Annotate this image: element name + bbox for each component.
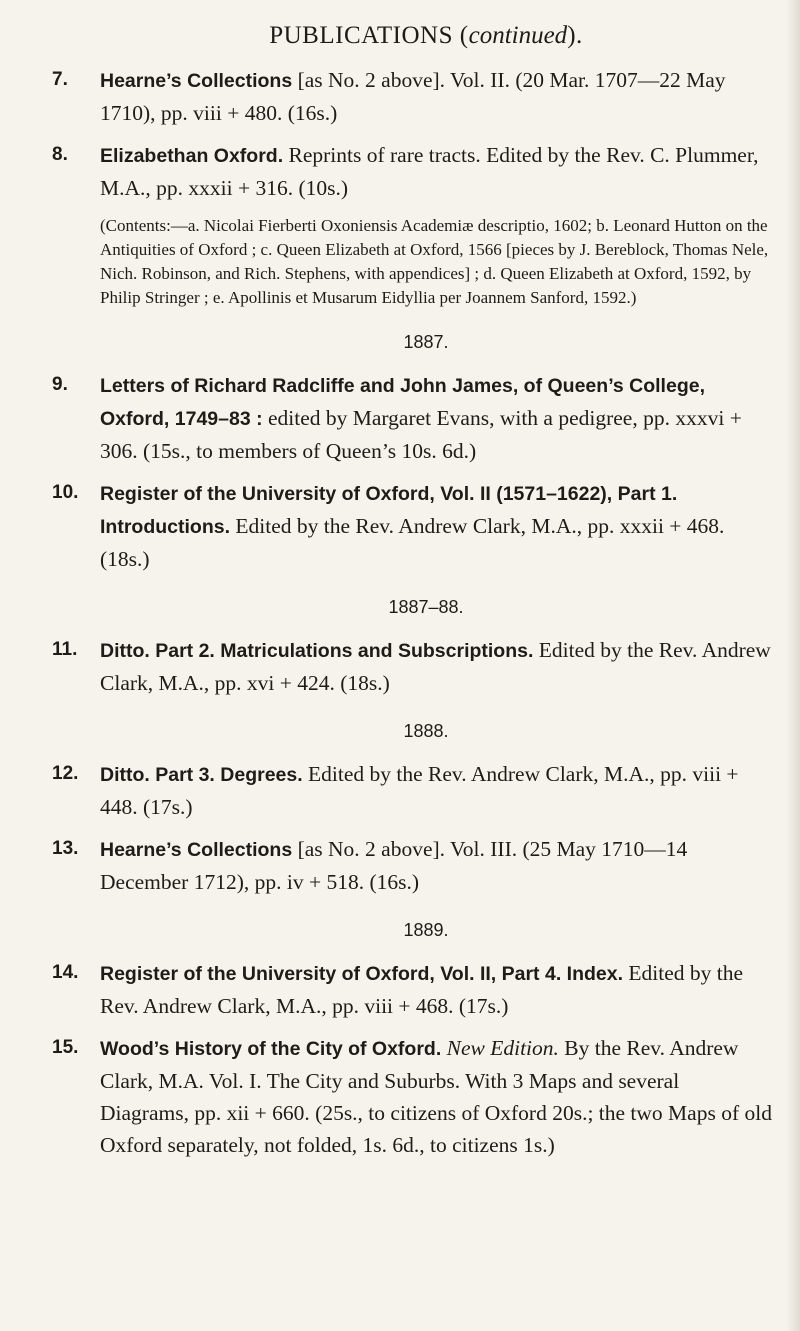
entry-11 <box>52 634 772 699</box>
entry-number: 11. <box>52 639 78 660</box>
entry-text: [as No. 2 above]. Vol. II. (20 Mar. 1707—22 May 1710), pp. viii + 480. (16s.) <box>100 68 726 125</box>
entry-number: 10. <box>52 482 79 503</box>
page-heading: PUBLICATIONS (continued). <box>269 22 583 49</box>
entry-number: 15. <box>52 1037 79 1058</box>
entry-13 <box>52 833 772 898</box>
entry-number: 8. <box>52 144 68 165</box>
entry-15 <box>52 1032 772 1161</box>
entry-title: Register of the University of Oxford, Vol. II (1571–1622), Part 1. Introductions. <box>100 483 678 538</box>
entry-title: Register of the University of Oxford, Vol. II, Part 4. Index. <box>100 963 623 985</box>
contents-note: (Contents:—a. Nicolai Fierberti Oxoniensis Academiæ descriptio, 1602; b. Leonard Hutton on the Antiquities of Oxford ; c. Queen Elizabeth at Oxford, 1566 [pieces by J. Bereblock, Thomas Nele, Nich. Robinson, and Rich. Stephens, with appendices] ; d. Queen Elizabeth at Oxford, 1592, by Philip Stringer ; e. Apollinis et Musarum Eidyllia per Joannem Sanford, 1592.) <box>100 216 769 307</box>
entry-10 <box>52 477 772 575</box>
year-heading: 1887. <box>403 332 449 352</box>
year-heading: 1887–88. <box>388 597 464 617</box>
entry-9 <box>52 369 772 467</box>
heading-continued: continued <box>468 22 568 49</box>
entry-title: Ditto. Part 2. Matriculations and Subscriptions. <box>100 640 534 662</box>
entry-7 <box>52 64 772 129</box>
entry-number: 7. <box>52 69 68 90</box>
entry-title: Letters of Richard Radcliffe and John James, of Queen’s College, Oxford, 1749–83 : <box>100 375 705 430</box>
entry-title: Hearne’s Collections <box>100 839 293 861</box>
entry-text: Edited by the Rev. Andrew Clark, M.A., pp. viii + 448. (17s.) <box>100 762 739 819</box>
entry-number: 13. <box>52 838 79 859</box>
entry-title: Wood’s History of the City of Oxford. <box>100 1038 442 1060</box>
content <box>52 22 772 1171</box>
year-heading: 1888. <box>403 721 449 741</box>
entry-12 <box>52 758 772 823</box>
entry-text: Edited by the Rev. Andrew Clark, M.A., pp. xvi + 424. (18s.) <box>100 638 771 695</box>
page-edge-shadow <box>786 0 800 1331</box>
entry-title: Elizabethan Oxford. <box>100 145 284 167</box>
entry-number: 9. <box>52 374 68 395</box>
entry-number: 12. <box>52 763 79 784</box>
entry-title: Hearne’s Collections <box>100 70 293 92</box>
entry-14 <box>52 957 772 1022</box>
entry-text: By the Rev. Andrew Clark, M.A. Vol. I. The City and Suburbs. With 3 Maps and several Diagrams, pp. xii + 660. (25s., to citizens of Oxford 20s.; the two Maps of old Oxford separately, not folded, 1s. 6d., to citizens 1s.) <box>100 1036 772 1157</box>
entry-number: 14. <box>52 962 79 983</box>
entry-text: Edited by the Rev. Andrew Clark, M.A., pp. viii + 468. (17s.) <box>100 961 744 1018</box>
entry-text: Edited by the Rev. Andrew Clark, M.A., pp. xxxii + 468. (18s.) <box>100 514 725 571</box>
entry-text: Reprints of rare tracts. Edited by the Rev. C. Plummer, M.A., pp. xxxii + 316. (10s.) <box>100 143 759 200</box>
entry-8 <box>52 139 772 204</box>
heading-main: PUBLICATIONS <box>269 22 454 49</box>
entry-text: edited by Margaret Evans, with a pedigree, pp. xxxvi + 306. (15s., to members of Queen’s 10s. 6d.) <box>100 406 742 463</box>
entry-edition: New Edition. <box>441 1036 559 1060</box>
year-heading: 1889. <box>403 920 449 940</box>
entry-text: [as No. 2 above]. Vol. III. (25 May 1710—14 December 1712), pp. iv + 518. (16s.) <box>100 837 688 894</box>
entry-title: Ditto. Part 3. Degrees. <box>100 764 303 786</box>
